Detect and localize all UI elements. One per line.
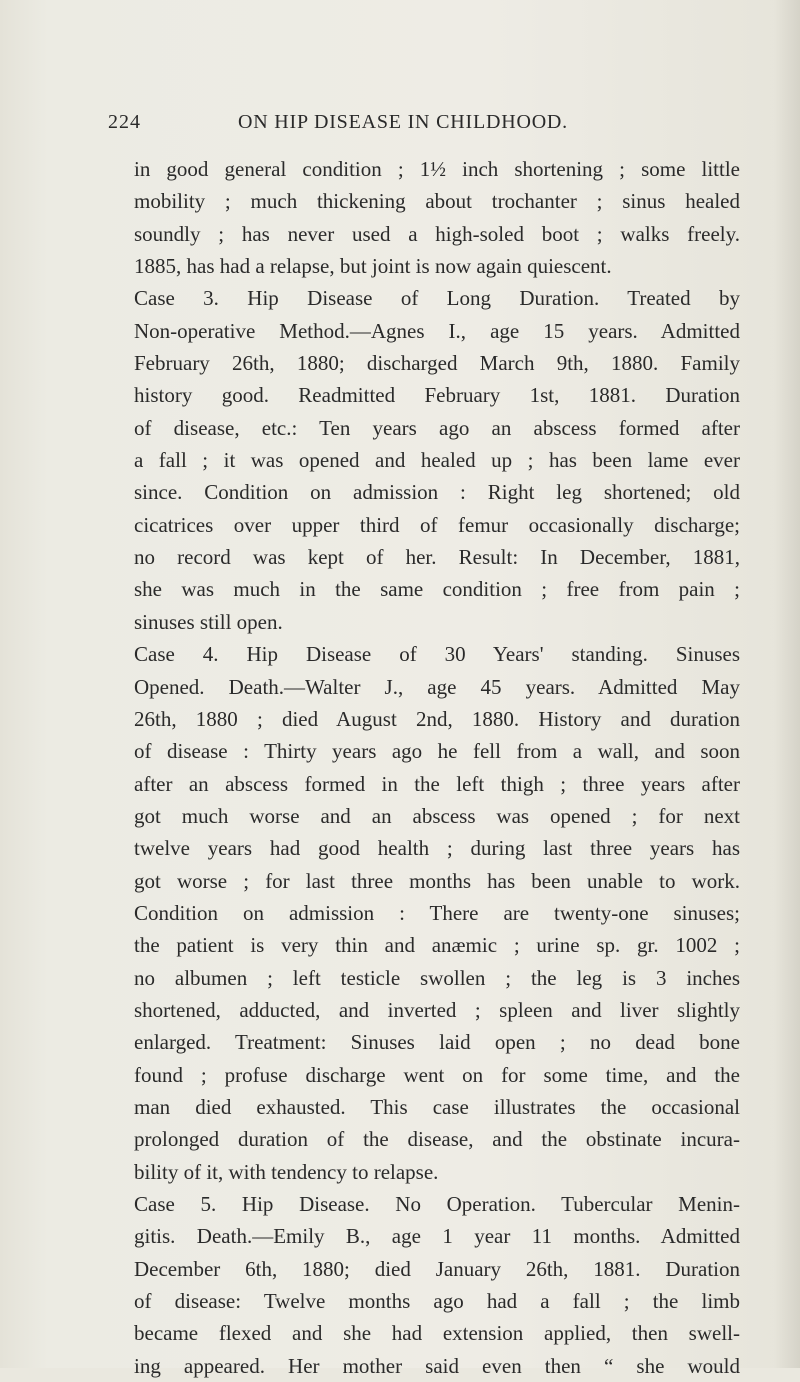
text-line: shortened, adducted, and inverted ; spleen and liver slightly	[134, 997, 740, 1022]
page-header	[108, 111, 748, 139]
text-line: no albumen ; left testicle swollen ; the leg is 3 inches	[134, 965, 740, 990]
page-number: 224	[108, 111, 141, 133]
text-line: February 26th, 1880; discharged March 9th, 1880. Family	[134, 351, 740, 376]
text-line: cicatrices over upper third of femur occasionally discharge;	[134, 512, 740, 537]
text-line: man died exhausted. This case illustrates the occasional	[134, 1094, 740, 1119]
text-line: Condition on admission : There are twenty-one sinuses;	[134, 900, 740, 925]
text-line: no record was kept of her. Result: In December, 1881,	[134, 545, 740, 570]
text-line: prolonged duration of the disease, and the obstinate incura-	[134, 1127, 740, 1152]
text-line: 26th, 1880 ; died August 2nd, 1880. History and duration	[134, 706, 740, 731]
text-line: sinuses still open.	[134, 609, 283, 634]
text-line: 1885, has had a relapse, but joint is now again quiescent.	[134, 254, 612, 279]
running-title: ON HIP DISEASE IN CHILDHOOD.	[238, 111, 568, 133]
text-line: since. Condition on admission : Right leg shortened; old	[134, 480, 740, 505]
text-line: became flexed and she had extension applied, then swell-	[134, 1321, 740, 1346]
text-line: after an abscess formed in the left thigh ; three years after	[134, 771, 740, 796]
text-line: Non-operative Method.—Agnes I., age 15 years. Admitted	[134, 318, 740, 343]
text-line: history good. Readmitted February 1st, 1881. Duration	[134, 383, 740, 408]
text-line: bility of it, with tendency to relapse.	[134, 1159, 439, 1184]
text-line: of disease: Twelve months ago had a fall ; the limb	[134, 1289, 740, 1314]
text-line: ing appeared. Her mother said even then “ she would	[134, 1353, 740, 1378]
text-line: Case 3. Hip Disease of Long Duration. Treated by	[134, 286, 740, 311]
text-line: gitis. Death.—Emily B., age 1 year 11 months. Admitted	[134, 1224, 740, 1249]
text-line: Case 5. Hip Disease. No Operation. Tubercular Menin-	[134, 1192, 740, 1216]
text-line: got worse ; for last three months has been unable to work.	[134, 868, 740, 893]
body-text	[134, 153, 740, 1382]
text-line: Case 4. Hip Disease of 30 Years' standing. Sinuses	[134, 642, 740, 667]
text-line: of disease : Thirty years ago he fell from a wall, and soon	[134, 739, 740, 764]
text-line: a fall ; it was opened and healed up ; has been lame ever	[134, 448, 740, 473]
text-line: soundly ; has never used a high-soled boot ; walks freely.	[134, 221, 740, 246]
text-line: in good general condition ; 1½ inch shortening ; some little	[134, 157, 740, 181]
page-edge-shadow	[774, 0, 800, 1368]
text-line: December 6th, 1880; died January 26th, 1881. Duration	[134, 1256, 740, 1281]
text-line: twelve years had good health ; during last three years has	[134, 836, 740, 861]
text-line: of disease, etc.: Ten years ago an abscess formed after	[134, 415, 740, 440]
text-line: the patient is very thin and anæmic ; urine sp. gr. 1002 ;	[134, 933, 740, 958]
text-line: Opened. Death.—Walter J., age 45 years. Admitted May	[134, 674, 740, 699]
text-line: got much worse and an abscess was opened ; for next	[134, 803, 740, 828]
text-line: found ; profuse discharge went on for some time, and the	[134, 1062, 740, 1087]
text-line: mobility ; much thickening about trochanter ; sinus healed	[134, 189, 740, 214]
text-line: she was much in the same condition ; free from pain ;	[134, 577, 740, 602]
text-line: enlarged. Treatment: Sinuses laid open ; no dead bone	[134, 1030, 740, 1055]
